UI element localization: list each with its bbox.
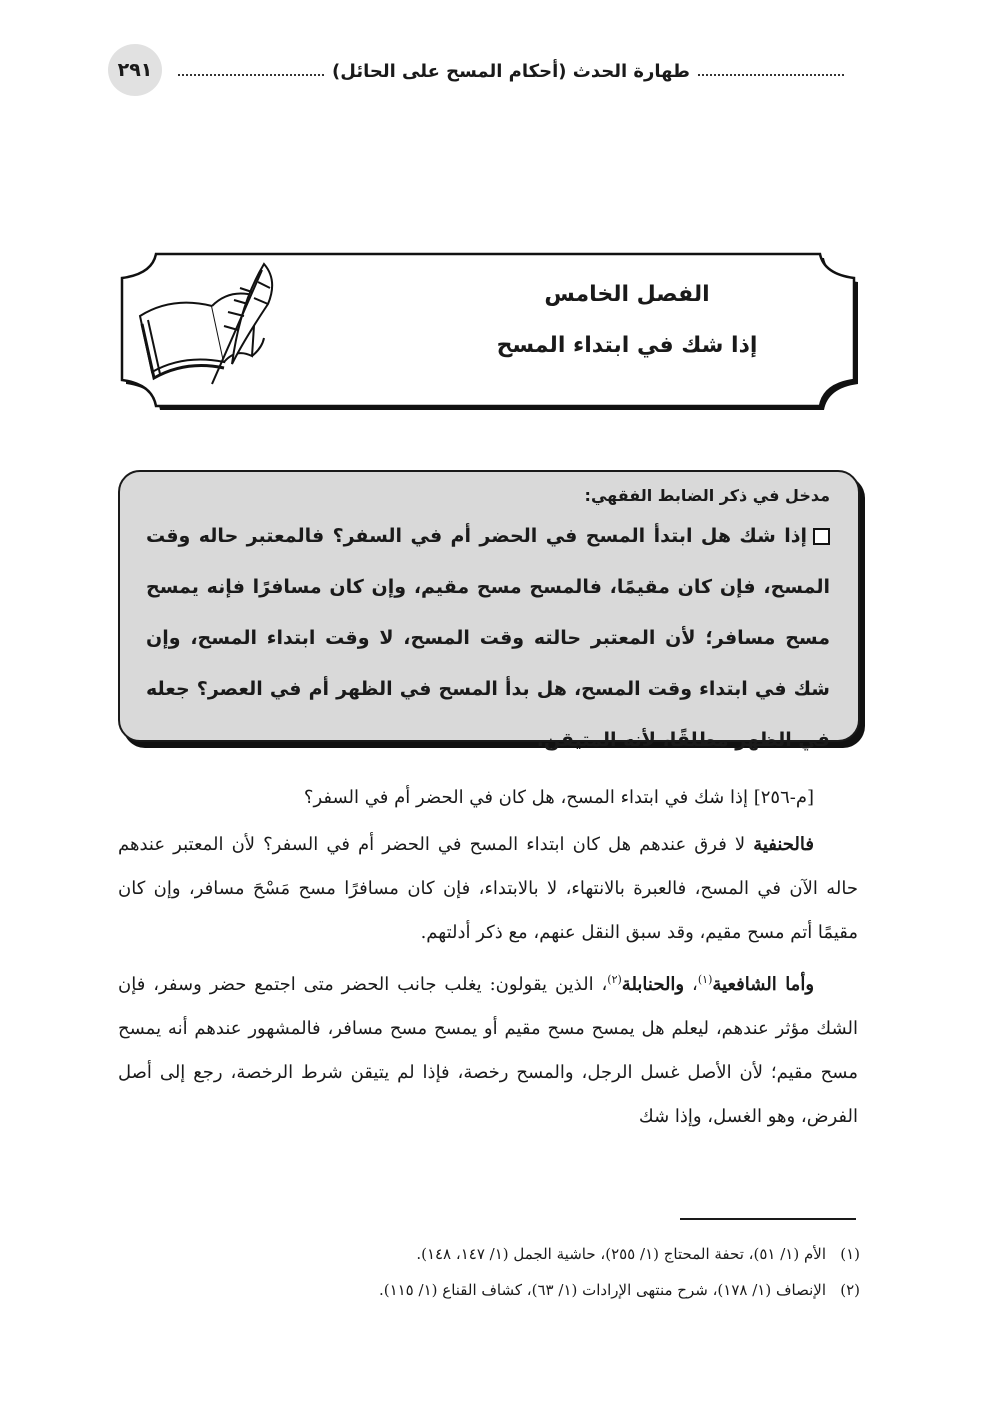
rule-box-text-block <box>146 511 830 766</box>
paragraph-lead: والحنابلة <box>621 974 685 995</box>
paragraph-lead: وأما الشافعية <box>712 974 815 995</box>
footnote-number: (٢) <box>840 1281 860 1299</box>
body-text <box>118 776 858 1142</box>
running-header-title: طهارة الحدث (أحكام المسح على الحائل) <box>332 60 690 82</box>
footnote-divider <box>680 1218 856 1220</box>
page-number-text: ٢٩١ <box>117 59 153 81</box>
checkbox-icon <box>813 528 830 545</box>
footnote <box>140 1236 860 1272</box>
chapter-title: إذا شك في ابتداء المسح <box>496 333 758 358</box>
footnote-number: (١) <box>840 1245 860 1263</box>
footnote-text: الإنصاف (١/ ١٧٨)، شرح منتهى الإرادات (١/ ٦٣)، كشاف القناع (١/ ١١٥). <box>378 1281 826 1299</box>
running-header <box>178 56 844 86</box>
rule-box-heading: مدخل في ذكر الضابط الفقهي: <box>584 486 830 505</box>
footnote-ref: (٢) <box>607 973 622 986</box>
paragraph-text: لا فرق عندهم هل كان ابتداء المسح في الحضر أم في السفر؟ لأن المعتبر عندهم حاله الآن في المسح، فالعبرة بالانتهاء، لا بالابتداء، فإن كان مسافرًا مسح مَسْحَ مسافر، وإن كان مقيمًا أتم مسح مقيم، وقد سبق النقل عنهم، مع ذكر أدلتهم. <box>118 834 858 943</box>
paragraph-lead: فالحنفية <box>753 834 814 855</box>
paragraph-hanafi <box>118 823 858 955</box>
chapter-heading <box>290 282 964 358</box>
separator: ، <box>684 974 698 995</box>
footnote <box>140 1272 860 1308</box>
paragraph-text: ، الذين يقولون: يغلب جانب الحضر متى اجتمع حضر وسفر، فإن الشك مؤثر عندهم، ليعلم هل يمسح مسح مقيم أو يمسح مسح مسافر، فالمشهور عندهم أنه يمسح مسح مقيم؛ لأن الأصل غسل الرجل، والمسح رخصة، فإذا لم يتيقن شرط الرخصة، رجع إلى أصل الفرض، وهو الغسل، وإذا شك <box>118 974 858 1127</box>
footnote-ref: (١) <box>697 973 713 986</box>
footnotes <box>140 1236 860 1308</box>
chapter-number: الفصل الخامس <box>544 282 710 307</box>
page-number <box>108 44 162 96</box>
header-dots-left <box>698 74 844 76</box>
issue-question: [م-٢٥٦] إذا شك في ابتداء المسح، هل كان في الحضر أم في السفر؟ <box>303 787 814 808</box>
rule-box <box>118 470 860 751</box>
footnote-text: الأم (١/ ٥١)، تحفة المحتاج (١/ ٢٥٥)، حاشية الجمل (١/ ١٤٧، ١٤٨). <box>416 1245 826 1263</box>
rule-box-text: إذا شك هل ابتدأ المسح في الحضر أم في السفر؟ فالمعتبر حاله وقت المسح، فإن كان مقيمًا، فالمسح مسح مقيم، وإن كان مسافرًا فإنه يمسح مسح مسافر؛ لأن المعتبر حالته وقت المسح، لا وقت ابتداء المسح، وإن شك في ابتداء وقت المسح، هل بدأ المسح في الظهر أم في العصر؟ جعله في الظهر مطلقًا، لأنه المتيقن. <box>146 525 830 751</box>
header-dots-right <box>178 74 324 76</box>
paragraph-shafii-hanbali <box>118 958 858 1139</box>
